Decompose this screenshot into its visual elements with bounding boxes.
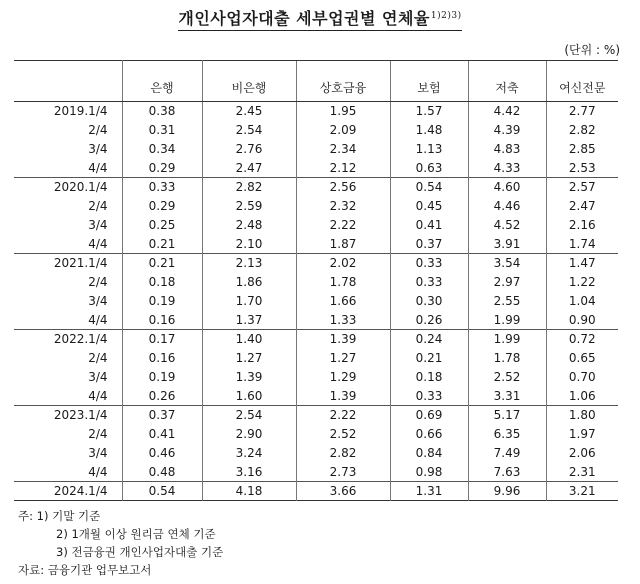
cell-credit-finance: 2.53	[546, 159, 618, 178]
header-nonbank: 비은행	[202, 61, 296, 102]
cell-credit-finance: 2.31	[546, 463, 618, 482]
footnotes	[18, 507, 223, 579]
cell-insurance: 1.31	[390, 482, 468, 501]
cell-period: 2020.1/4	[53, 180, 108, 195]
cell-insurance: 1.13	[390, 140, 468, 159]
table-row	[14, 311, 618, 330]
cell-bank: 0.31	[122, 121, 202, 140]
cell-mutual-finance: 1.78	[296, 273, 390, 292]
cell-bank: 0.46	[122, 444, 202, 463]
cell-savings-bank: 2.55	[468, 292, 546, 311]
cell-mutual-finance: 2.22	[296, 406, 390, 425]
cell-period: 4/4	[88, 312, 108, 327]
cell-insurance: 0.18	[390, 368, 468, 387]
cell-mutual-finance: 1.66	[296, 292, 390, 311]
cell-nonbank: 2.82	[202, 178, 296, 197]
cell-nonbank: 2.54	[202, 406, 296, 425]
cell-credit-finance: 0.90	[546, 311, 618, 330]
cell-savings-bank: 4.39	[468, 121, 546, 140]
cell-nonbank: 2.45	[202, 102, 296, 121]
cell-insurance: 0.33	[390, 254, 468, 273]
cell-period: 2023.1/4	[53, 408, 108, 423]
cell-savings-bank: 4.42	[468, 102, 546, 121]
cell-insurance: 0.41	[390, 216, 468, 235]
cell-insurance: 0.54	[390, 178, 468, 197]
cell-credit-finance: 2.16	[546, 216, 618, 235]
cell-period: 2/4	[88, 351, 108, 365]
cell-savings-bank: 1.99	[468, 311, 546, 330]
title-text: 개인사업자대출 세부업권별 연체율	[178, 9, 430, 28]
cell-savings-bank: 5.17	[468, 406, 546, 425]
cell-period: 4/4	[88, 160, 108, 175]
cell-credit-finance: 2.57	[546, 178, 618, 197]
cell-nonbank: 4.18	[202, 482, 296, 501]
cell-credit-finance: 2.06	[546, 444, 618, 463]
cell-savings-bank: 4.52	[468, 216, 546, 235]
header-bank: 은행	[122, 61, 202, 102]
table-row-group	[14, 178, 618, 254]
cell-mutual-finance: 2.32	[296, 197, 390, 216]
cell-bank: 0.48	[122, 463, 202, 482]
cell-bank: 0.17	[122, 330, 202, 349]
cell-nonbank: 3.16	[202, 463, 296, 482]
cell-mutual-finance: 2.52	[296, 425, 390, 444]
cell-nonbank: 2.59	[202, 197, 296, 216]
table-row	[14, 159, 618, 178]
cell-bank: 0.41	[122, 425, 202, 444]
cell-bank: 0.34	[122, 140, 202, 159]
cell-mutual-finance: 2.34	[296, 140, 390, 159]
header-row	[14, 61, 618, 102]
cell-savings-bank: 7.49	[468, 444, 546, 463]
cell-savings-bank: 3.91	[468, 235, 546, 254]
cell-period: 3/4	[88, 142, 108, 156]
cell-bank: 0.33	[122, 178, 202, 197]
cell-nonbank: 2.90	[202, 425, 296, 444]
table-row	[14, 292, 618, 311]
cell-insurance: 0.63	[390, 159, 468, 178]
cell-credit-finance: 2.77	[546, 102, 618, 121]
cell-mutual-finance: 1.33	[296, 311, 390, 330]
cell-savings-bank: 3.54	[468, 254, 546, 273]
table-row	[14, 121, 618, 140]
header-savings-bank: 저축	[468, 61, 546, 102]
cell-credit-finance: 2.85	[546, 140, 618, 159]
cell-nonbank: 2.48	[202, 216, 296, 235]
cell-bank: 0.19	[122, 292, 202, 311]
cell-insurance: 1.57	[390, 102, 468, 121]
table-row	[14, 387, 618, 406]
cell-mutual-finance: 2.09	[296, 121, 390, 140]
table-row	[14, 444, 618, 463]
header-period	[14, 61, 122, 102]
cell-bank: 0.29	[122, 159, 202, 178]
cell-credit-finance: 0.72	[546, 330, 618, 349]
table-row	[14, 482, 618, 501]
table-row-group	[14, 254, 618, 330]
cell-nonbank: 1.40	[202, 330, 296, 349]
table-row-group	[14, 330, 618, 406]
table-row	[14, 406, 618, 425]
cell-credit-finance: 1.80	[546, 406, 618, 425]
table-header	[14, 61, 618, 102]
cell-insurance: 0.37	[390, 235, 468, 254]
cell-credit-finance: 1.74	[546, 235, 618, 254]
cell-savings-bank: 4.83	[468, 140, 546, 159]
table-row	[14, 463, 618, 482]
cell-insurance: 0.33	[390, 387, 468, 406]
cell-insurance: 0.66	[390, 425, 468, 444]
footnote-3: 3) 전금융권 개인사업자대출 기준	[56, 545, 224, 559]
cell-insurance: 0.26	[390, 311, 468, 330]
cell-period: 3/4	[88, 218, 108, 232]
cell-period: 4/4	[88, 236, 108, 251]
cell-nonbank: 1.60	[202, 387, 296, 406]
cell-period: 2/4	[88, 427, 108, 441]
unit-label: (단위 : %)	[564, 43, 620, 57]
table-row	[14, 216, 618, 235]
table-row	[14, 235, 618, 254]
header-insurance: 보험	[390, 61, 468, 102]
cell-savings-bank: 6.35	[468, 425, 546, 444]
cell-period: 2/4	[88, 275, 108, 289]
cell-savings-bank: 9.96	[468, 482, 546, 501]
cell-period: 2021.1/4	[53, 256, 108, 271]
cell-insurance: 0.33	[390, 273, 468, 292]
cell-bank: 0.37	[122, 406, 202, 425]
cell-nonbank: 1.86	[202, 273, 296, 292]
cell-credit-finance: 1.47	[546, 254, 618, 273]
cell-mutual-finance: 3.66	[296, 482, 390, 501]
cell-mutual-finance: 1.39	[296, 387, 390, 406]
cell-mutual-finance: 2.22	[296, 216, 390, 235]
table-row-group	[14, 482, 618, 501]
cell-savings-bank: 4.46	[468, 197, 546, 216]
cell-mutual-finance: 1.27	[296, 349, 390, 368]
table-row	[14, 140, 618, 159]
table-row	[14, 102, 618, 121]
cell-insurance: 1.48	[390, 121, 468, 140]
cell-insurance: 0.98	[390, 463, 468, 482]
cell-nonbank: 1.70	[202, 292, 296, 311]
cell-period: 2024.1/4	[53, 484, 108, 498]
cell-bank: 0.29	[122, 197, 202, 216]
cell-mutual-finance: 1.39	[296, 330, 390, 349]
cell-nonbank: 2.13	[202, 254, 296, 273]
cell-savings-bank: 3.31	[468, 387, 546, 406]
cell-credit-finance: 1.06	[546, 387, 618, 406]
cell-credit-finance: 1.22	[546, 273, 618, 292]
cell-savings-bank: 4.33	[468, 159, 546, 178]
table-row-group	[14, 102, 618, 178]
cell-mutual-finance: 1.29	[296, 368, 390, 387]
cell-bank: 0.16	[122, 349, 202, 368]
table-row	[14, 330, 618, 349]
header-credit-finance: 여신전문	[546, 61, 618, 102]
cell-nonbank: 2.47	[202, 159, 296, 178]
source-note: 자료: 금융기관 업무보고서	[18, 563, 152, 577]
cell-credit-finance: 0.70	[546, 368, 618, 387]
cell-savings-bank: 1.99	[468, 330, 546, 349]
cell-nonbank: 1.37	[202, 311, 296, 330]
cell-bank: 0.21	[122, 235, 202, 254]
cell-bank: 0.26	[122, 387, 202, 406]
cell-nonbank: 1.39	[202, 368, 296, 387]
cell-credit-finance: 3.21	[546, 482, 618, 501]
cell-credit-finance: 1.97	[546, 425, 618, 444]
table-row	[14, 368, 618, 387]
cell-period: 3/4	[88, 370, 108, 384]
header-mutual-finance: 상호금융	[296, 61, 390, 102]
cell-mutual-finance: 2.73	[296, 463, 390, 482]
table-row	[14, 349, 618, 368]
cell-mutual-finance: 1.87	[296, 235, 390, 254]
cell-insurance: 0.45	[390, 197, 468, 216]
cell-credit-finance: 2.47	[546, 197, 618, 216]
table-row	[14, 254, 618, 273]
cell-bank: 0.21	[122, 254, 202, 273]
cell-savings-bank: 7.63	[468, 463, 546, 482]
table-row	[14, 273, 618, 292]
cell-bank: 0.25	[122, 216, 202, 235]
cell-mutual-finance: 2.82	[296, 444, 390, 463]
cell-period: 4/4	[88, 388, 108, 403]
cell-period: 2022.1/4	[53, 332, 108, 347]
cell-bank: 0.16	[122, 311, 202, 330]
cell-insurance: 0.21	[390, 349, 468, 368]
cell-period: 3/4	[88, 294, 108, 308]
cell-nonbank: 2.54	[202, 121, 296, 140]
cell-bank: 0.19	[122, 368, 202, 387]
cell-mutual-finance: 2.12	[296, 159, 390, 178]
cell-mutual-finance: 2.56	[296, 178, 390, 197]
title-footnote-marks: 1)2)3)	[430, 10, 462, 21]
cell-insurance: 0.30	[390, 292, 468, 311]
cell-savings-bank: 4.60	[468, 178, 546, 197]
cell-mutual-finance: 2.02	[296, 254, 390, 273]
cell-insurance: 0.24	[390, 330, 468, 349]
footnote-1: 주: 1) 기말 기준	[18, 509, 101, 523]
cell-savings-bank: 1.78	[468, 349, 546, 368]
cell-insurance: 0.69	[390, 406, 468, 425]
cell-period: 2/4	[88, 123, 108, 137]
cell-insurance: 0.84	[390, 444, 468, 463]
table-title	[0, 6, 640, 31]
cell-nonbank: 2.10	[202, 235, 296, 254]
cell-period: 2/4	[88, 199, 108, 213]
cell-credit-finance: 1.04	[546, 292, 618, 311]
cell-bank: 0.38	[122, 102, 202, 121]
cell-nonbank: 3.24	[202, 444, 296, 463]
delinquency-rate-table	[14, 60, 618, 501]
cell-period: 2019.1/4	[53, 104, 108, 119]
cell-bank: 0.18	[122, 273, 202, 292]
cell-credit-finance: 2.82	[546, 121, 618, 140]
cell-savings-bank: 2.52	[468, 368, 546, 387]
cell-nonbank: 1.27	[202, 349, 296, 368]
cell-mutual-finance: 1.95	[296, 102, 390, 121]
cell-savings-bank: 2.97	[468, 273, 546, 292]
table-row	[14, 197, 618, 216]
table-row	[14, 178, 618, 197]
table-row	[14, 425, 618, 444]
table-row-group	[14, 406, 618, 482]
cell-credit-finance: 0.65	[546, 349, 618, 368]
cell-nonbank: 2.76	[202, 140, 296, 159]
cell-period: 3/4	[88, 446, 108, 460]
cell-period: 4/4	[88, 464, 108, 479]
cell-bank: 0.54	[122, 482, 202, 501]
footnote-2: 2) 1개월 이상 원리금 연체 기준	[56, 527, 216, 541]
